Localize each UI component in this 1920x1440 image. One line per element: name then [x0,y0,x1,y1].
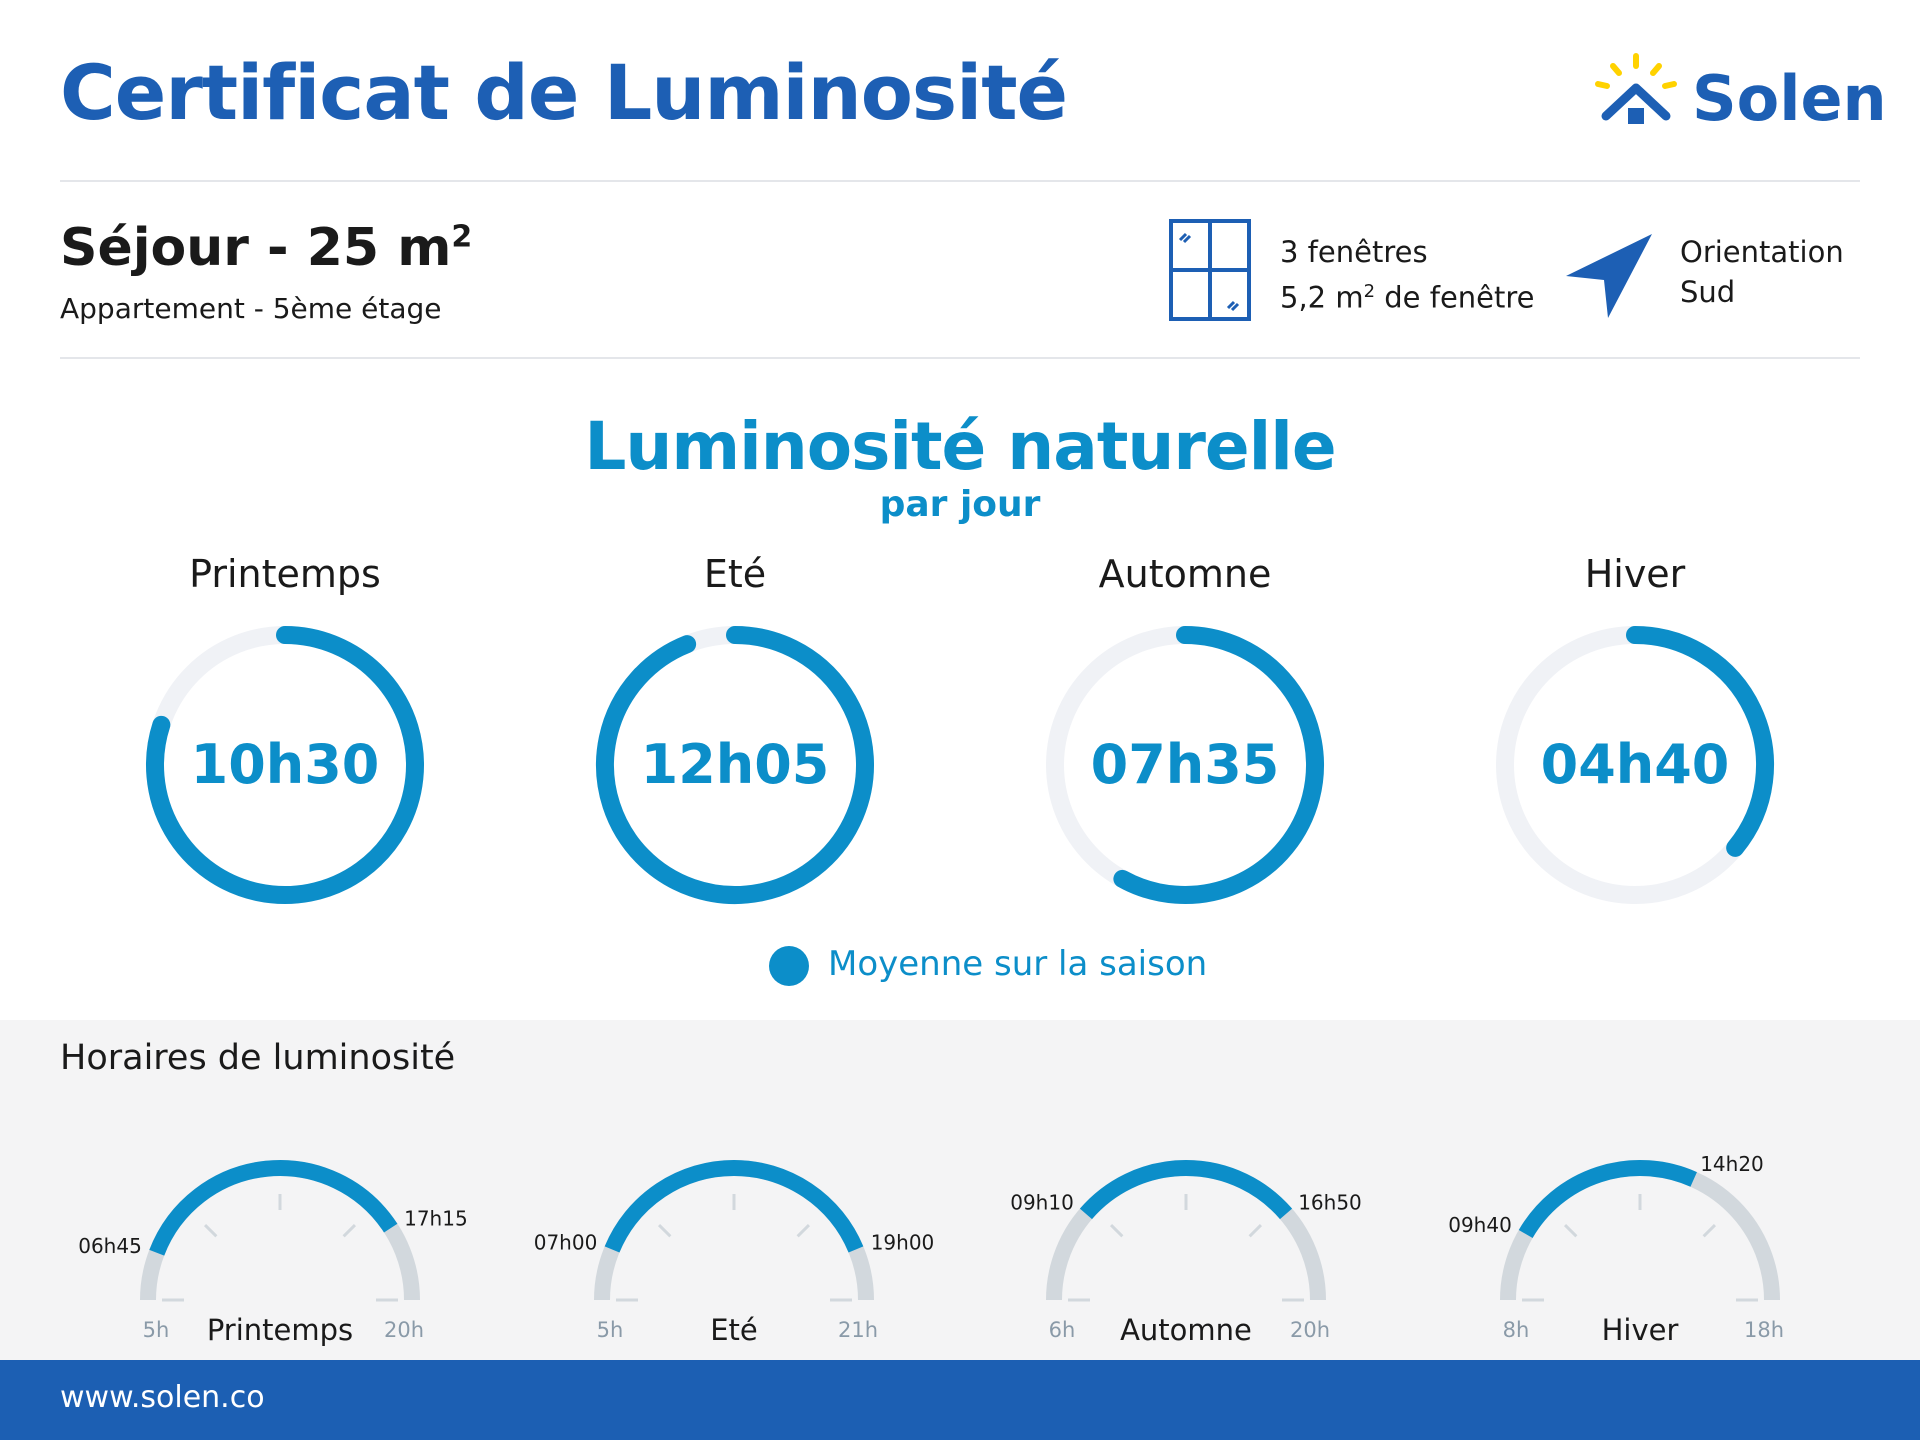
brand-name: Solen [1692,62,1887,135]
divider [60,357,1860,359]
gauge-start-time: 09h40 [1448,1213,1512,1237]
gauge-track [602,1168,866,1300]
season-label-automne: Automne [1098,552,1272,596]
gauge-season-name: Printemps [206,1313,354,1347]
gauge-season-name: Eté [710,1313,758,1347]
gauge-max-label: 18h [1743,1318,1785,1342]
schedule-title: Horaires de luminosité [60,1038,456,1078]
section-subtitle: par jour [879,484,1041,525]
gauge-tick [205,1225,216,1236]
gauge-min-label: 6h [1048,1318,1076,1342]
schedule-gauge-hiver [1448,1140,1810,1347]
gauge-end-time: 19h00 [870,1230,935,1255]
gauge-min-label: 5h [596,1318,624,1342]
gauge-tick [659,1225,670,1236]
gauge-end-time: 16h50 [1298,1190,1362,1215]
season-label-ete: Eté [703,552,767,596]
gauge-track [1508,1168,1772,1300]
daylight-value-hiver: 04h40 [1540,733,1730,796]
windows-count: 3 fenêtres [1280,235,1428,269]
window-icon [1168,218,1252,322]
room-name: Séjour - 25 m [60,218,452,278]
gauge-tick [1111,1225,1122,1236]
gauge-active-arc [157,1168,391,1253]
footer-link[interactable]: www.solen.co [60,1380,265,1415]
gauge-tick [798,1225,809,1236]
gauge-track [148,1168,412,1300]
footer-bar [0,1360,1920,1440]
gauge-active-arc [1526,1168,1694,1234]
gauge-tick [1565,1225,1576,1236]
legend-dot-icon [769,946,809,986]
gauge-min-label: 8h [1502,1318,1530,1342]
gauge-start-time: 09h10 [1010,1190,1074,1215]
orientation-label: Orientation [1680,235,1844,269]
gauge-max-label: 20h [383,1318,425,1342]
season-label-hiver: Hiver [1584,552,1686,596]
schedule-gauge-printemps [78,1140,468,1347]
navigation-arrow-icon [1560,228,1656,324]
gauge-min-label: 5h [142,1318,170,1342]
gauge-end-time: 14h20 [1700,1151,1764,1176]
divider [60,180,1860,182]
season-label-printemps: Printemps [189,552,381,596]
schedule-gauge-ete [533,1140,935,1347]
schedule-gauge-automne [1010,1140,1362,1347]
daylight-value-automne: 07h35 [1090,733,1280,796]
gauge-tick [344,1225,355,1236]
windows-area: 5,2 $m^2$ de fenêtre [1280,280,1535,315]
certificate-title: Certificat de Luminosité [60,48,1068,137]
room-subtitle: Appartement - 5ème étage [60,292,442,325]
legend-label: Moyenne sur la saison [828,944,1208,984]
gauge-max-label: 20h [1289,1318,1331,1342]
gauge-tick [1250,1225,1261,1236]
orientation-value: Sud [1680,275,1736,309]
gauge-start-time: 06h45 [78,1234,142,1258]
gauge-tick [1704,1225,1715,1236]
gauge-track [1054,1168,1318,1300]
gauge-start-time: 07h00 [533,1230,598,1255]
room-title [60,218,472,278]
windows-info [1280,232,1535,318]
gauge-max-label: 21h [837,1318,879,1342]
gauge-season-name: Hiver [1601,1313,1679,1347]
gauge-end-time: 17h15 [404,1206,468,1231]
orientation-info [1680,232,1844,312]
gauge-season-name: Automne [1120,1313,1252,1347]
section-title: Luminosité naturelle [584,408,1336,485]
daylight-value-printemps: 10h30 [190,733,380,796]
room-name-sup: 2 [451,219,473,255]
sun-house-icon [1586,50,1686,130]
daylight-value-ete: 12h05 [640,733,830,796]
